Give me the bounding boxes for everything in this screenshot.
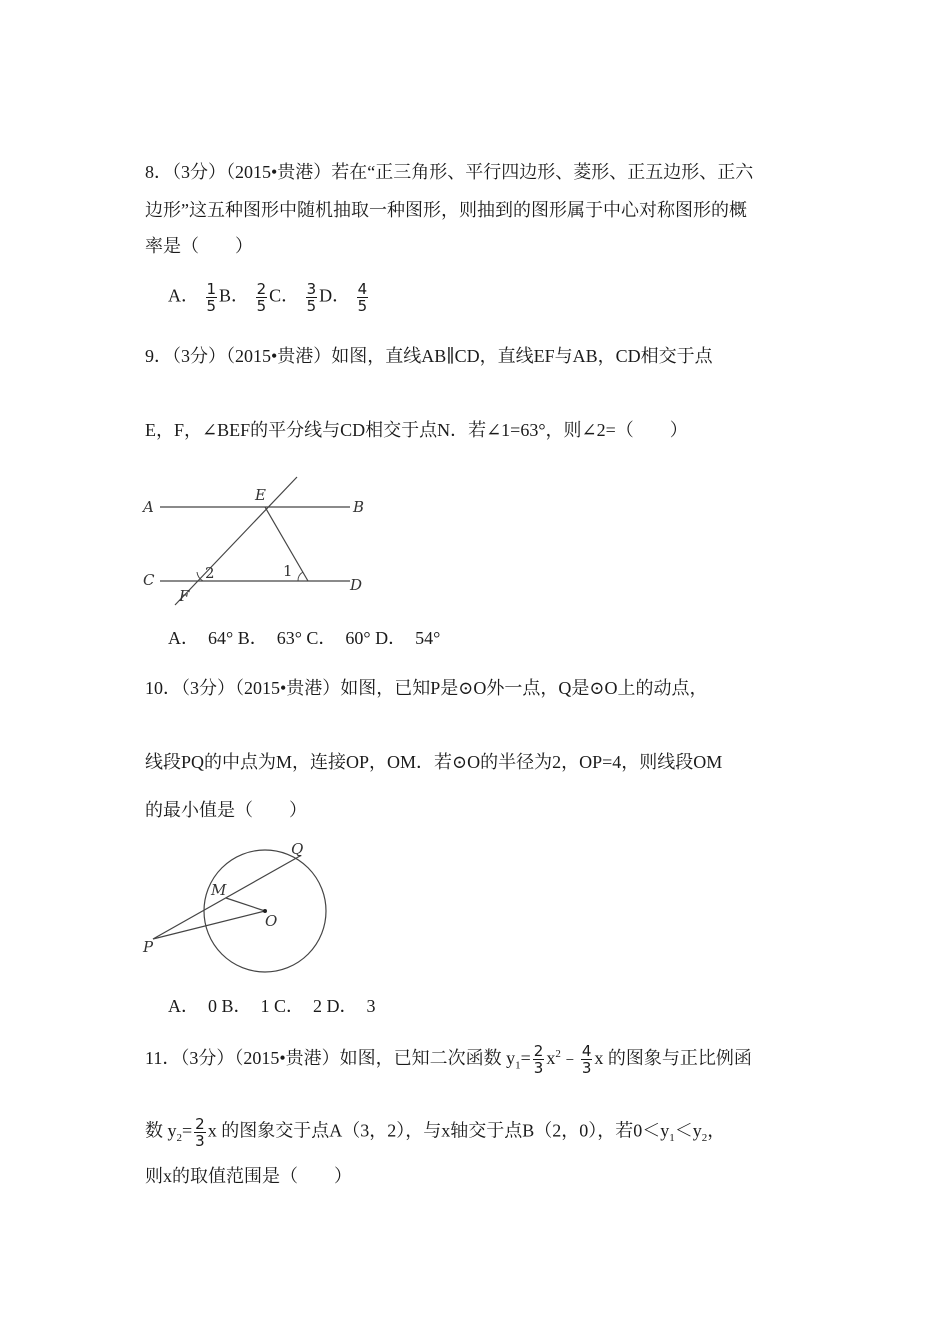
q8-text-line1: 8．（3分）（2015•贵港）若在“正三角形、平行四边形、菱形、正五边形、正六 [145, 162, 754, 182]
fraction-numerator: 2 [195, 1115, 205, 1133]
q8-option-a-label: A． [168, 285, 199, 306]
q10-text-line1: 10．（3分）（2015•贵港）如图，已知P是⊙O外一点，Q是⊙O上的动点， [145, 678, 708, 698]
fraction-numerator: 4 [357, 280, 368, 298]
fraction-numerator: 1 [206, 280, 217, 298]
q10-text-line2: 线段PQ的中点为M，连接OP，OM．若⊙O的半径为2，OP=4，则线段OM [145, 752, 723, 772]
q9-text-line2: E，F，∠BEF的平分线与CD相交于点N．若∠1=63°，则∠2=（ ） [145, 420, 688, 440]
q8-option-b-fraction [256, 281, 268, 314]
label-a: A [143, 498, 154, 516]
label-c: C [143, 571, 155, 589]
q8-option-c-fraction [306, 281, 318, 314]
q8-option-a-fraction [206, 281, 218, 314]
q8-option-d-fraction [357, 281, 369, 314]
q9-text-line1: 9．（3分）（2015•贵港）如图，直线AB∥CD，直线EF与AB，CD相交于点 [145, 346, 713, 366]
y2-subscript: 2 [701, 1132, 708, 1145]
q11-line2-post: x 的图象交于点A（3，2），与x轴交于点B（2，0），若0＜y [207, 1120, 670, 1141]
fraction-numerator: 2 [533, 1042, 544, 1061]
q11-line1-pre: 11．（3分）（2015•贵港）如图，已知二次函数 y [145, 1048, 516, 1068]
comma: ， [707, 1120, 726, 1141]
q10-options: A． 0 B． 1 C． 2 D． 3 [168, 996, 376, 1016]
label-o: O [265, 912, 278, 930]
y1-subscript: 1 [515, 1059, 521, 1072]
label-angle-1: 1 [283, 562, 293, 580]
fraction-denominator: 5 [306, 297, 317, 315]
q11-text-line3: 则x的取值范围是（ ） [145, 1166, 352, 1186]
fraction-two-thirds [194, 1116, 206, 1149]
segment-mo [226, 898, 265, 911]
label-angle-2: 2 [205, 564, 215, 582]
y2-subscript: 2 [176, 1132, 182, 1145]
q11-text-line1 [145, 1042, 752, 1078]
label-e: E [255, 486, 266, 504]
angle-1-arc [298, 572, 303, 581]
y1-subscript: 1 [669, 1132, 675, 1145]
fraction-numerator: 3 [306, 280, 317, 298]
fraction-denominator: 5 [206, 297, 217, 315]
fraction-numerator: 4 [581, 1042, 592, 1061]
square-exponent: 2 [555, 1048, 561, 1060]
label-q: Q [291, 840, 304, 858]
q8-option-d-label: D． [319, 285, 351, 306]
label-d: D [350, 576, 363, 594]
fraction-two-thirds [533, 1043, 545, 1076]
equals-sign: = [182, 1120, 193, 1141]
line-ef [175, 477, 297, 605]
variable-x: x [546, 1048, 556, 1068]
fraction-denominator: 5 [357, 297, 368, 315]
fraction-four-thirds [581, 1043, 593, 1076]
label-p: P [143, 938, 154, 956]
q10-figure-circle [135, 836, 335, 976]
fraction-denominator: 3 [195, 1132, 205, 1150]
q8-text-line3: 率是（ ） [145, 236, 253, 256]
q9-options: A． 64° B． 63° C． 60° D． 54° [168, 628, 441, 648]
q11-line2-pre: 数 y [145, 1120, 177, 1141]
q9-figure-parallel-lines [135, 470, 375, 610]
label-f: F [179, 587, 190, 605]
fraction-denominator: 3 [533, 1059, 544, 1078]
q10-text-line3: 的最小值是（ ） [145, 800, 307, 820]
q8-option-c-label: C． [269, 285, 300, 306]
q8-text-line2: 边形”这五种图形中随机抽取一种图形，则抽到的图形属于中心对称图形的概 [145, 200, 747, 220]
q8-options [168, 281, 370, 314]
label-b: B [353, 498, 365, 516]
fraction-denominator: 5 [256, 297, 267, 315]
fraction-denominator: 3 [581, 1059, 592, 1078]
fraction-numerator: 2 [256, 280, 267, 298]
label-m: M [211, 881, 227, 899]
q11-text-line2 [145, 1116, 725, 1150]
equals-sign: = [520, 1048, 531, 1068]
less-than-y: ＜y [674, 1120, 702, 1141]
segment-pq [153, 856, 300, 939]
minus-sign: ﹣ [560, 1048, 579, 1068]
q8-option-b-label: B． [219, 285, 250, 306]
q11-line1-post: x 的图象与正比例函 [594, 1048, 752, 1068]
